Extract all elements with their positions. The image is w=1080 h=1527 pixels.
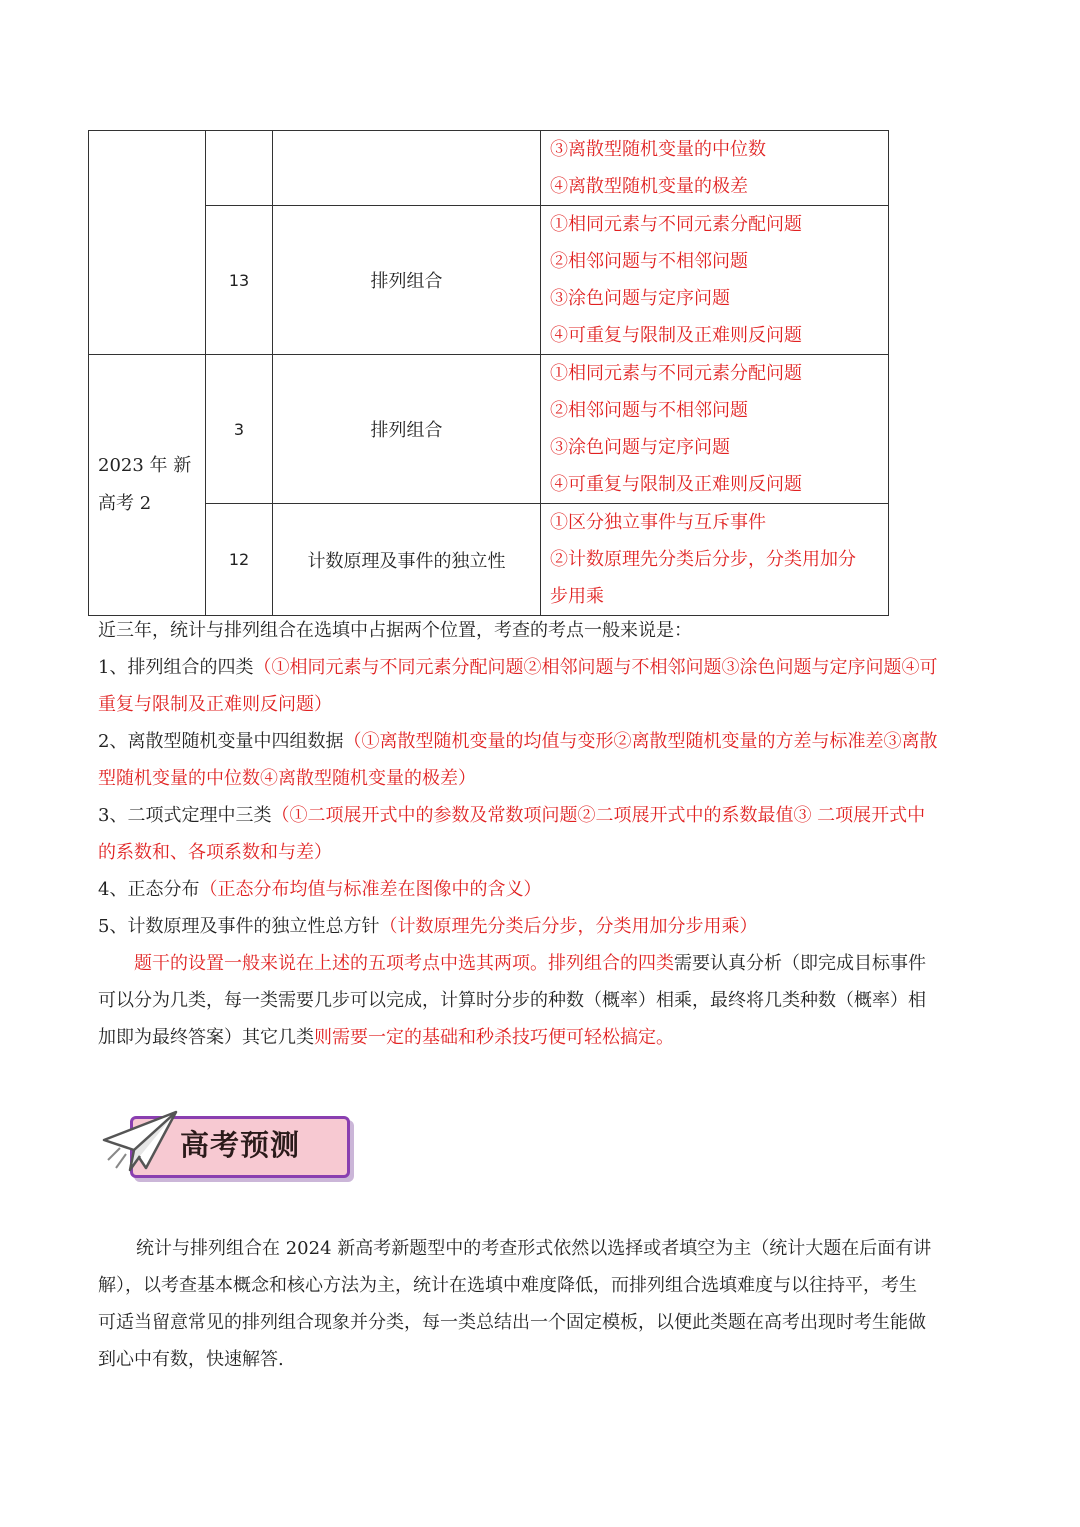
key-point: ①相同元素与不同元素分配问题	[550, 363, 802, 384]
summary-item-3-cont: 的系数和、各项系数和与差）	[98, 842, 332, 863]
topic-cell	[273, 131, 541, 206]
key-points-cell	[541, 131, 889, 206]
key-point: ③涂色问题与定序问题	[550, 437, 730, 458]
item-detail: （正态分布均值与标准差在图像中的含义）	[199, 879, 542, 900]
year-label-line1: 2023 年 新	[98, 455, 192, 476]
prediction-line: 统计与排列组合在 2024 新高考新题型中的考查形式依然以选择或者填空为主（统计大题在后面有讲	[136, 1238, 932, 1259]
summary-section	[98, 612, 984, 1056]
closing-text: 加即为最终答案）其它几类	[98, 1027, 314, 1048]
item-label: 5、计数原理及事件的独立性总方针	[98, 916, 380, 937]
item-detail: （计数原理先分类后分步，分类用加分步用乘）	[379, 916, 758, 937]
key-point: ②相邻问题与不相邻问题	[550, 251, 748, 272]
item-detail: （①相同元素与不同元素分配问题②相邻问题与不相邻问题③涂色问题与定序问题④可	[253, 657, 938, 678]
item-detail: （①二项展开式中的参数及常数项问题②二项展开式中的系数最值③ 二项展开式中	[271, 805, 926, 826]
summary-item-3	[98, 797, 984, 834]
question-number-cell: 13	[206, 206, 273, 355]
closing-paragraph-line3	[98, 1019, 984, 1056]
banner-title: 高考预测	[180, 1128, 301, 1162]
prediction-line: 可适当留意常见的排列组合现象并分类，每一类总结出一个固定模板，以便此类题在高考出现时考生能做	[98, 1312, 926, 1333]
question-number-cell: 12	[206, 504, 273, 616]
key-point: ②相邻问题与不相邻问题	[550, 400, 748, 421]
summary-item-1-cont: 重复与限制及正难则反问题）	[98, 694, 332, 715]
key-point: 步用乘	[550, 586, 604, 607]
key-point: ③离散型随机变量的中位数	[550, 139, 766, 160]
summary-item-5	[98, 908, 984, 945]
item-detail: （①离散型随机变量的均值与变形②离散型随机变量的方差与标准差③离散	[343, 731, 938, 752]
closing-red-text: 题干的设置一般来说在上述的五项考点中选其两项。排列组合的四类	[134, 953, 674, 974]
item-label: 1、排列组合的四类	[98, 657, 254, 678]
year-cell-2023	[89, 355, 206, 616]
prediction-line: 到心中有数，快速解答.	[98, 1349, 284, 1370]
key-point: ①区分独立事件与互斥事件	[550, 512, 766, 533]
closing-paragraph-line2: 可以分为几类，每一类需要几步可以完成，计算时分步的种数（概率）相乘，最终将几类种数（概率）相	[98, 990, 926, 1011]
prediction-paragraph	[98, 1230, 978, 1378]
question-number-cell	[206, 131, 273, 206]
year-cell-2022	[89, 131, 206, 355]
summary-item-1	[98, 649, 984, 686]
year-label-line2: 高考 2	[98, 493, 152, 514]
section-banner	[100, 1108, 352, 1178]
key-point: ②计数原理先分类后分步，分类用加分	[550, 549, 856, 570]
question-number-cell: 3	[206, 355, 273, 504]
topic-cell: 排列组合	[273, 206, 541, 355]
closing-red-text: 则需要一定的基础和秒杀技巧便可轻松搞定。	[314, 1027, 674, 1048]
closing-paragraph-line1	[98, 945, 984, 982]
item-label: 4、正态分布	[98, 879, 200, 900]
paper-plane-icon	[100, 1108, 190, 1178]
key-point: ①相同元素与不同元素分配问题	[550, 214, 802, 235]
topic-cell: 排列组合	[273, 355, 541, 504]
item-label: 2、离散型随机变量中四组数据	[98, 731, 344, 752]
summary-item-4	[98, 871, 984, 908]
topic-cell: 计数原理及事件的独立性	[273, 504, 541, 616]
key-point: ④可重复与限制及正难则反问题	[550, 325, 802, 346]
exam-topic-table	[88, 130, 889, 616]
summary-intro: 近三年，统计与排列组合在选填中占据两个位置，考查的考点一般来说是：	[98, 620, 692, 641]
item-label: 3、二项式定理中三类	[98, 805, 272, 826]
closing-text: 需要认真分析（即完成目标事件	[674, 953, 926, 974]
key-points-cell	[541, 355, 889, 504]
key-point: ④可重复与限制及正难则反问题	[550, 474, 802, 495]
summary-item-2-cont: 型随机变量的中位数④离散型随机变量的极差）	[98, 768, 476, 789]
key-point: ④离散型随机变量的极差	[550, 176, 748, 197]
key-point: ③涂色问题与定序问题	[550, 288, 730, 309]
key-points-cell	[541, 504, 889, 616]
key-points-cell	[541, 206, 889, 355]
summary-item-2	[98, 723, 984, 760]
prediction-line: 解），以考查基本概念和核心方法为主，统计在选填中难度降低，而排列组合选填难度与以往持平，考生	[98, 1275, 917, 1296]
